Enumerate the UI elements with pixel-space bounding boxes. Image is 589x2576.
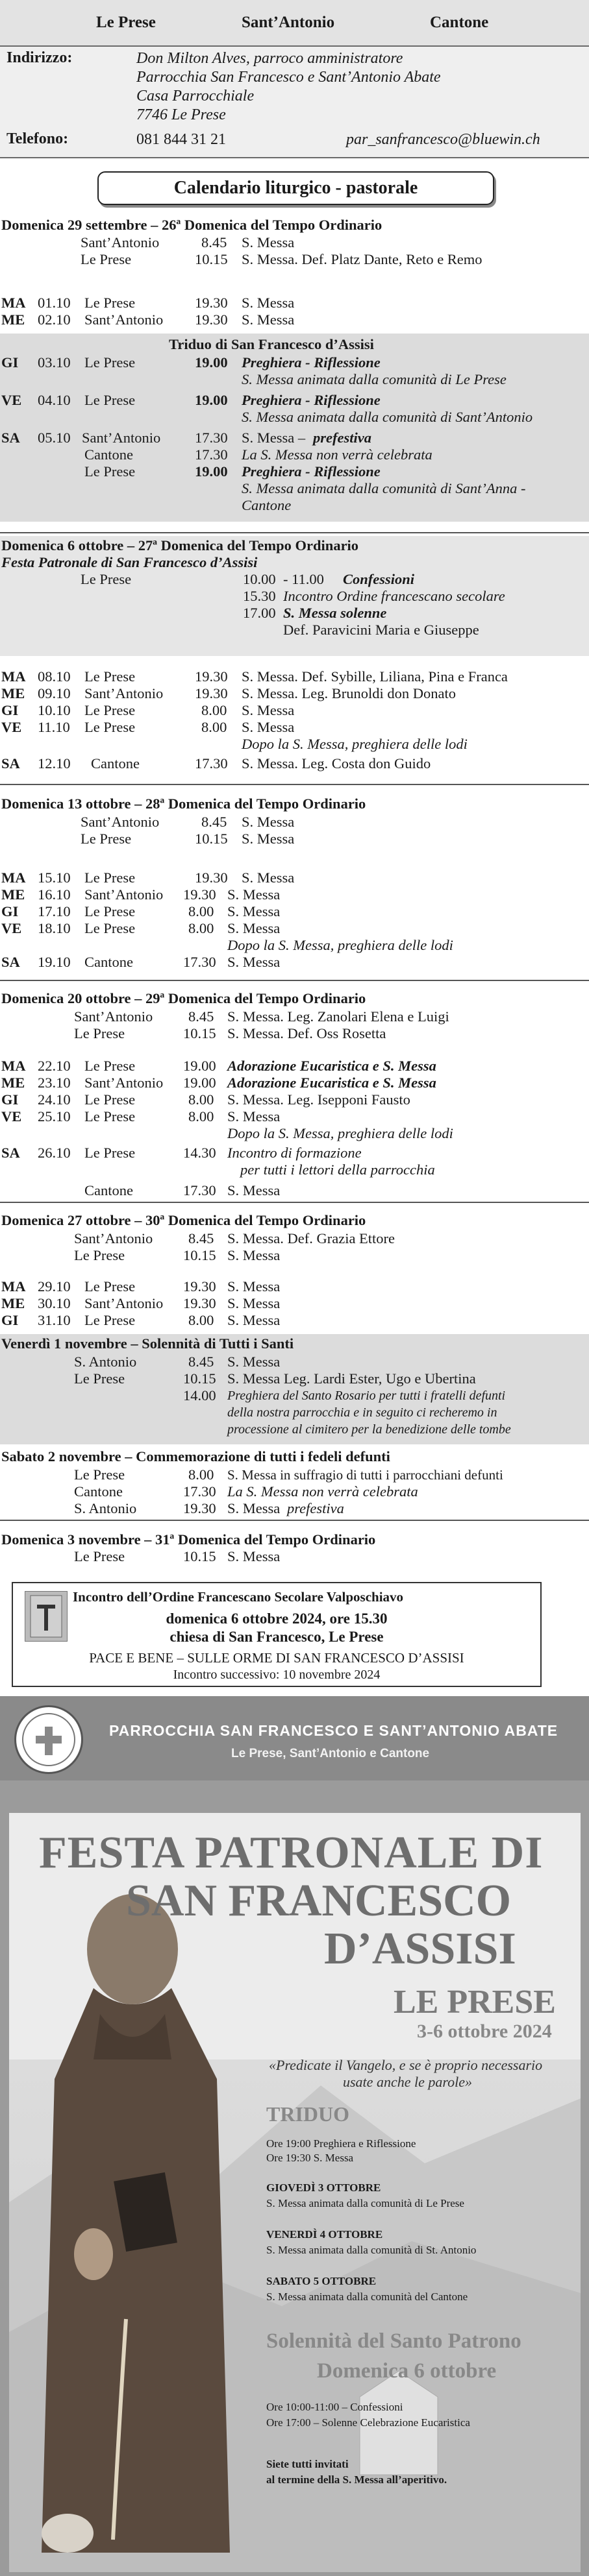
poster-title-line-1: FESTA PATRONALE DI [39, 1828, 544, 1878]
poster-sabato-text: S. Messa animata dalla comunità del Cantone [266, 2290, 468, 2303]
place: Cantone [84, 446, 133, 463]
place: Sant’Antonio [74, 1008, 153, 1025]
time: 19.00 [195, 392, 228, 408]
time: 10.15 [183, 1247, 216, 1263]
time: 19.30 [195, 668, 228, 685]
tutti-i-santi [0, 1334, 589, 1444]
poster-title-line-3: D’ASSISI [324, 1924, 516, 1974]
event-note: della nostra parrocchia e in seguito ci recheremo in [227, 1405, 497, 1420]
place: S. Antonio [74, 1500, 137, 1516]
event-note: processione al cimitero per la benedizione delle tombe [227, 1422, 511, 1437]
event: Preghiera - Riflessione [242, 463, 381, 480]
date: 26.10 [38, 1145, 71, 1161]
day: MA [1, 1278, 26, 1294]
time: 8.00 [188, 920, 214, 936]
place: Le Prese [84, 1091, 136, 1108]
event: Adorazione Eucaristica e S. Messa [227, 1058, 436, 1074]
day: ME [1, 886, 25, 903]
divider [0, 980, 589, 981]
place: Cantone [74, 1483, 123, 1500]
place: Sant’Antonio [84, 685, 164, 701]
week-20-oct-weekdays [0, 1058, 589, 1203]
poster-title-line-2: SAN FRANCESCO [126, 1876, 512, 1926]
event: S. Messa [227, 1247, 281, 1263]
week-20-oct [0, 990, 589, 1041]
place: Le Prese [74, 1466, 125, 1483]
day: GI [1, 702, 19, 718]
saint-francis-statue [22, 1865, 236, 2566]
date: 04.10 [38, 392, 71, 408]
time: 8.45 [188, 1008, 214, 1025]
time: 19.00 [195, 463, 228, 480]
place: Le Prese [84, 869, 136, 886]
date: 22.10 [38, 1058, 71, 1074]
seal-icon [16, 1707, 81, 1772]
time: 19.30 [195, 295, 228, 311]
place: Le Prese [84, 1145, 136, 1161]
week-3-nov [0, 1531, 589, 1570]
week-subtitle: Festa Patronale di San Francesco d’Assisi [1, 554, 258, 570]
date: 18.10 [38, 920, 71, 936]
event: S. Messa. Def. Sybille, Liliana, Pina e Franca [242, 668, 508, 685]
event: S. Messa [242, 295, 295, 311]
place: Le Prese [84, 1058, 136, 1074]
time: 17.00 [243, 605, 276, 621]
header-le-prese: Le Prese [96, 14, 156, 31]
date: 11.10 [38, 719, 70, 735]
week-title: Domenica 27 ottobre – 30ª Domenica del Tempo Ordinario [1, 1212, 366, 1228]
ofs-date: domenica 6 ottobre 2024, ore 15.30 [166, 1610, 388, 1627]
day: ME [1, 311, 25, 328]
date: 30.10 [38, 1295, 71, 1311]
date: 24.10 [38, 1091, 71, 1108]
date: 08.10 [38, 668, 71, 685]
phone-number: 081 844 31 21 [136, 131, 226, 148]
date: 23.10 [38, 1075, 71, 1091]
place: Le Prese [84, 1312, 136, 1328]
time: 17.30 [183, 1483, 216, 1500]
time: 19.30 [195, 685, 228, 701]
date: 25.10 [38, 1108, 71, 1124]
event: S. Messa [242, 234, 295, 250]
place: Le Prese [84, 702, 136, 718]
event: S. Messa [227, 1354, 281, 1370]
time: 17.30 [183, 1182, 216, 1198]
time: 8.00 [188, 1312, 214, 1328]
place: Le Prese [84, 354, 136, 371]
place: Le Prese [84, 719, 136, 735]
place: Le Prese [81, 571, 132, 587]
time: 8.00 [188, 1108, 214, 1124]
divider [0, 1520, 589, 1521]
event: Preghiera - Riflessione [242, 354, 381, 371]
time: 19.30 [195, 311, 228, 328]
day: ME [1, 1075, 25, 1091]
place: Le Prese [74, 1025, 125, 1041]
time: 8.00 [188, 1466, 214, 1483]
divider [0, 784, 589, 785]
event: S. Messa [227, 1312, 281, 1328]
address-line-1: Don Milton Alves, parroco amministratore [136, 50, 403, 67]
time: 8.45 [188, 1230, 214, 1246]
day: MA [1, 295, 26, 311]
address-line-4: 7746 Le Prese [136, 106, 226, 123]
time: 10.00 [243, 571, 276, 587]
poster-invite-1: Siete tutti invitati [266, 2458, 349, 2470]
event-note: prefestiva [313, 430, 371, 446]
week-title: Domenica 13 ottobre – 28ª Domenica del Tempo Ordinario [1, 796, 366, 812]
date: 31.10 [38, 1312, 71, 1328]
event-note: per tutti i lettori della parrocchia [240, 1161, 435, 1178]
event-note: Dopo la S. Messa, preghiera delle lodi [227, 937, 453, 953]
event: S. Messa [227, 903, 281, 919]
date: 12.10 [38, 755, 71, 772]
event-note: Def. Paravicini Maria e Giuseppe [283, 622, 479, 638]
place: Sant’Antonio [74, 1230, 153, 1246]
poster-dates: 3-6 ottobre 2024 [417, 2021, 552, 2042]
time: 17.30 [183, 954, 216, 970]
event-note: S. Messa animata dalla comunità di Le Prese [242, 371, 507, 387]
event: Adorazione Eucaristica e S. Messa [227, 1075, 436, 1091]
event-note: Dopo la S. Messa, preghiera delle lodi [227, 1125, 453, 1141]
time: 17.30 [195, 755, 228, 772]
week-29-sep [0, 217, 589, 295]
time: 15.30 [243, 588, 276, 604]
poster-venerdi-text: S. Messa animata dalla comunità di St. Antonio [266, 2244, 477, 2256]
place: Le Prese [81, 251, 132, 267]
poster-giovedi: GIOVEDÌ 3 OTTOBRE [266, 2181, 381, 2194]
calendar-title: Calendario liturgico - pastorale [97, 171, 494, 205]
event: Incontro di formazione [227, 1145, 362, 1161]
poster-triduo-time-2: Ore 19:30 S. Messa [266, 2152, 354, 2164]
event: S. Messa. Leg. Brunoldi don Donato [242, 685, 456, 701]
week-title: Domenica 6 ottobre – 27ª Domenica del Tempo Ordinario [1, 537, 359, 553]
ofs-motto: PACE E BENE – SULLE ORME DI SAN FRANCESCO D’ASSISI [89, 1650, 464, 1666]
address-line-2: Parrocchia San Francesco e Sant’Antonio Abate [136, 69, 441, 86]
time-end: - 11.00 [283, 571, 324, 587]
event: S. Messa [227, 1108, 281, 1124]
date: 03.10 [38, 354, 71, 371]
place: Sant’Antonio [81, 234, 160, 250]
poster-triduo-time-1: Ore 19:00 Preghiera e Riflessione [266, 2137, 416, 2150]
event: S. Messa Leg. Lardi Ester, Ugo e Ubertina [227, 1370, 476, 1387]
poster-header [0, 1696, 589, 1780]
event: La S. Messa non verrà celebrata [242, 446, 432, 463]
day: SA [1, 755, 20, 772]
event: S. Messa. Def. Oss Rosetta [227, 1025, 386, 1041]
time: 8.45 [201, 234, 227, 250]
event: S. Messa – [242, 430, 306, 446]
triduo-title: Triduo di San Francesco d’Assisi [169, 336, 374, 352]
event: S. Messa. Leg. Costa don Guido [242, 755, 431, 772]
ofs-place: chiesa di San Francesco, Le Prese [169, 1629, 384, 1645]
santi-title: Venerdì 1 novembre – Solennità di Tutti i Santi [1, 1335, 294, 1352]
place: Le Prese [74, 1370, 125, 1387]
day: ME [1, 1295, 25, 1311]
ofs-title: Incontro dell’Ordine Francescano Secolare Valposchiavo [73, 1589, 404, 1605]
day: MA [1, 869, 26, 886]
ofs-meeting-box [12, 1582, 542, 1687]
defunti-title: Sabato 2 novembre – Commemorazione di tutti i fedeli defunti [1, 1448, 390, 1464]
week-title: Domenica 20 ottobre – 29ª Domenica del Tempo Ordinario [1, 990, 366, 1006]
divider [0, 532, 589, 533]
commemorazione-defunti [0, 1448, 589, 1524]
time: 17.30 [195, 446, 228, 463]
event: S. Messa solenne [283, 605, 387, 621]
time: 10.15 [195, 251, 228, 267]
week-27-oct [0, 1212, 589, 1263]
poster-invite-2: al termine della S. Messa all’aperitivo. [266, 2473, 447, 2486]
festa-poster [0, 1696, 589, 2576]
week-13-oct [0, 796, 589, 847]
place: Sant’Antonio [84, 1075, 164, 1091]
day: VE [1, 920, 22, 936]
event: S. Messa [242, 869, 295, 886]
time: 8.00 [188, 1091, 214, 1108]
place: Sant’Antonio [82, 430, 161, 446]
place: Cantone [91, 755, 140, 772]
event: S. Messa [242, 814, 295, 830]
poster-confessioni: Ore 10:00-11:00 – Confessioni [266, 2401, 403, 2413]
day: SA [1, 430, 20, 446]
poster-venerdi: VENERDÌ 4 OTTOBRE [266, 2228, 383, 2241]
time: 10.15 [183, 1370, 216, 1387]
place: Sant’Antonio [81, 814, 160, 830]
poster-body [9, 1813, 581, 2572]
contact-block [0, 47, 589, 158]
event: S. Messa. Def. Platz Dante, Reto e Remo [242, 251, 482, 267]
time: 19.00 [183, 1058, 216, 1074]
poster-places: Le Prese, Sant’Antonio e Cantone [231, 1747, 430, 1760]
header-cantone: Cantone [430, 14, 489, 31]
event: La S. Messa non verrà celebrata [227, 1483, 418, 1500]
event-note: S. Messa animata dalla comunità di Sant’Antonio [242, 409, 533, 425]
week-title: Domenica 3 novembre – 31ª Domenica del Tempo Ordinario [1, 1531, 376, 1548]
time: 17.30 [195, 430, 228, 446]
event: S. Messa. Leg. Zanolari Elena e Luigi [227, 1008, 449, 1025]
time: 10.15 [183, 1548, 216, 1564]
place: Sant’Antonio [84, 311, 164, 328]
time: 19.30 [183, 886, 216, 903]
place: Le Prese [84, 1108, 136, 1124]
indirizzo-label: Indirizzo: [6, 49, 73, 66]
event-note: Cantone [242, 497, 292, 513]
date: 05.10 [38, 430, 71, 446]
header-sant-antonio: Sant’Antonio [242, 14, 335, 31]
date: 17.10 [38, 903, 71, 919]
time: 10.15 [195, 831, 228, 847]
parish-seal [14, 1705, 83, 1774]
time: 19.30 [183, 1500, 216, 1516]
poster-triduo-heading: TRIDUO [266, 2102, 350, 2126]
time: 19.30 [183, 1278, 216, 1294]
date: 16.10 [38, 886, 71, 903]
parish-locations-header [0, 0, 589, 47]
day: VE [1, 1108, 22, 1124]
time: 10.15 [183, 1025, 216, 1041]
place: Le Prese [74, 1548, 125, 1564]
poster-location: LE PRESE [394, 1984, 556, 2021]
triduo-section [0, 334, 589, 522]
place: Le Prese [84, 668, 136, 685]
time: 19.30 [195, 869, 228, 886]
date: 01.10 [38, 295, 71, 311]
event: S. Messa [227, 954, 281, 970]
place: Sant’Antonio [84, 1295, 164, 1311]
day: VE [1, 719, 22, 735]
event: S. Messa [242, 702, 295, 718]
day: SA [1, 1145, 20, 1161]
time: 19.00 [183, 1075, 216, 1091]
date: 02.10 [38, 311, 71, 328]
time: 8.45 [201, 814, 227, 830]
time: 14.00 [183, 1387, 216, 1403]
event: S. Messa [227, 886, 281, 903]
event: S. Messa [227, 1278, 281, 1294]
place: Le Prese [81, 831, 132, 847]
event: S. Messa in suffragio di tutti i parrocchiani defunti [227, 1467, 503, 1483]
day: MA [1, 668, 26, 685]
date: 15.10 [38, 869, 71, 886]
week-27-oct-weekdays [0, 1278, 589, 1330]
event: S. Messa. Leg. Isepponi Fausto [227, 1091, 410, 1108]
event: Preghiera - Riflessione [242, 392, 381, 408]
day: VE [1, 392, 22, 408]
day: GI [1, 1091, 19, 1108]
event: S. Messa [227, 920, 281, 936]
place: S. Antonio [74, 1354, 137, 1370]
place: Cantone [84, 954, 133, 970]
event: S. Messa [227, 1500, 281, 1516]
day: GI [1, 354, 19, 371]
week-title: Domenica 29 settembre – 26ª Domenica del Tempo Ordinario [1, 217, 382, 233]
event-note: S. Messa animata dalla comunità di Sant’Anna - [242, 480, 526, 496]
poster-parish-name: PARROCCHIA SAN FRANCESCO E SANT’ANTONIO ABATE [109, 1722, 558, 1739]
event: S. Messa [242, 831, 295, 847]
time: 19.30 [183, 1295, 216, 1311]
place: Sant’Antonio [84, 886, 164, 903]
day: ME [1, 685, 25, 701]
day: MA [1, 1058, 26, 1074]
place: Le Prese [84, 392, 136, 408]
divider [0, 1202, 589, 1203]
week-6-oct-weekdays [0, 668, 589, 782]
place: Le Prese [84, 295, 136, 311]
date: 09.10 [38, 685, 71, 701]
place: Cantone [84, 1182, 133, 1198]
date: 10.10 [38, 702, 71, 718]
event: S. Messa [227, 1182, 281, 1198]
poster-quote-1: «Predicate il Vangelo, e se è proprio necessario [269, 2057, 543, 2073]
poster-domenica: Domenica 6 ottobre [317, 2359, 497, 2383]
place: Le Prese [84, 463, 136, 480]
event: Incontro Ordine francescano secolare [283, 588, 505, 604]
time: 8.45 [188, 1354, 214, 1370]
event: S. Messa [242, 311, 295, 328]
event: S. Messa [227, 1548, 281, 1564]
day: SA [1, 954, 20, 970]
event: Preghiera del Santo Rosario per tutti i fratelli defunti [227, 1389, 506, 1403]
time: 14.30 [183, 1145, 216, 1161]
event: Confessioni [343, 571, 415, 587]
telefono-label: Telefono: [6, 130, 69, 147]
poster-quote-2: usate anche le parole» [343, 2074, 472, 2090]
email-address[interactable]: par_sanfrancesco@bluewin.ch [346, 131, 540, 148]
event: S. Messa [227, 1295, 281, 1311]
place: Le Prese [84, 1278, 136, 1294]
place: Le Prese [74, 1247, 125, 1263]
day: GI [1, 1312, 19, 1328]
place: Le Prese [84, 920, 136, 936]
time: 8.00 [201, 702, 227, 718]
week-13-oct-weekdays [0, 869, 589, 977]
week-29-sep-weekdays [0, 295, 589, 330]
event: S. Messa. Def. Grazia Ettore [227, 1230, 395, 1246]
time: 8.00 [201, 719, 227, 735]
date: 29.10 [38, 1278, 71, 1294]
time: 19.00 [195, 354, 228, 371]
day: GI [1, 903, 19, 919]
poster-solennita: Solennità del Santo Patrono [266, 2329, 521, 2353]
event-note: prefestiva [287, 1500, 344, 1516]
ofs-next-meeting: Incontro successivo: 10 novembre 2024 [173, 1668, 381, 1682]
event: S. Messa [242, 719, 295, 735]
week-6-oct [0, 536, 589, 656]
poster-sabato: SABATO 5 OTTOBRE [266, 2275, 377, 2287]
event-note: Dopo la S. Messa, preghiera delle lodi [242, 736, 468, 752]
date: 19.10 [38, 954, 71, 970]
poster-celebrazione: Ore 17:00 – Solenne Celebrazione Eucaristica [266, 2416, 470, 2429]
address-line-3: Casa Parrocchiale [136, 88, 255, 104]
poster-giovedi-text: S. Messa animata dalla comunità di Le Prese [266, 2197, 464, 2209]
place: Le Prese [84, 903, 136, 919]
time: 8.00 [188, 903, 214, 919]
